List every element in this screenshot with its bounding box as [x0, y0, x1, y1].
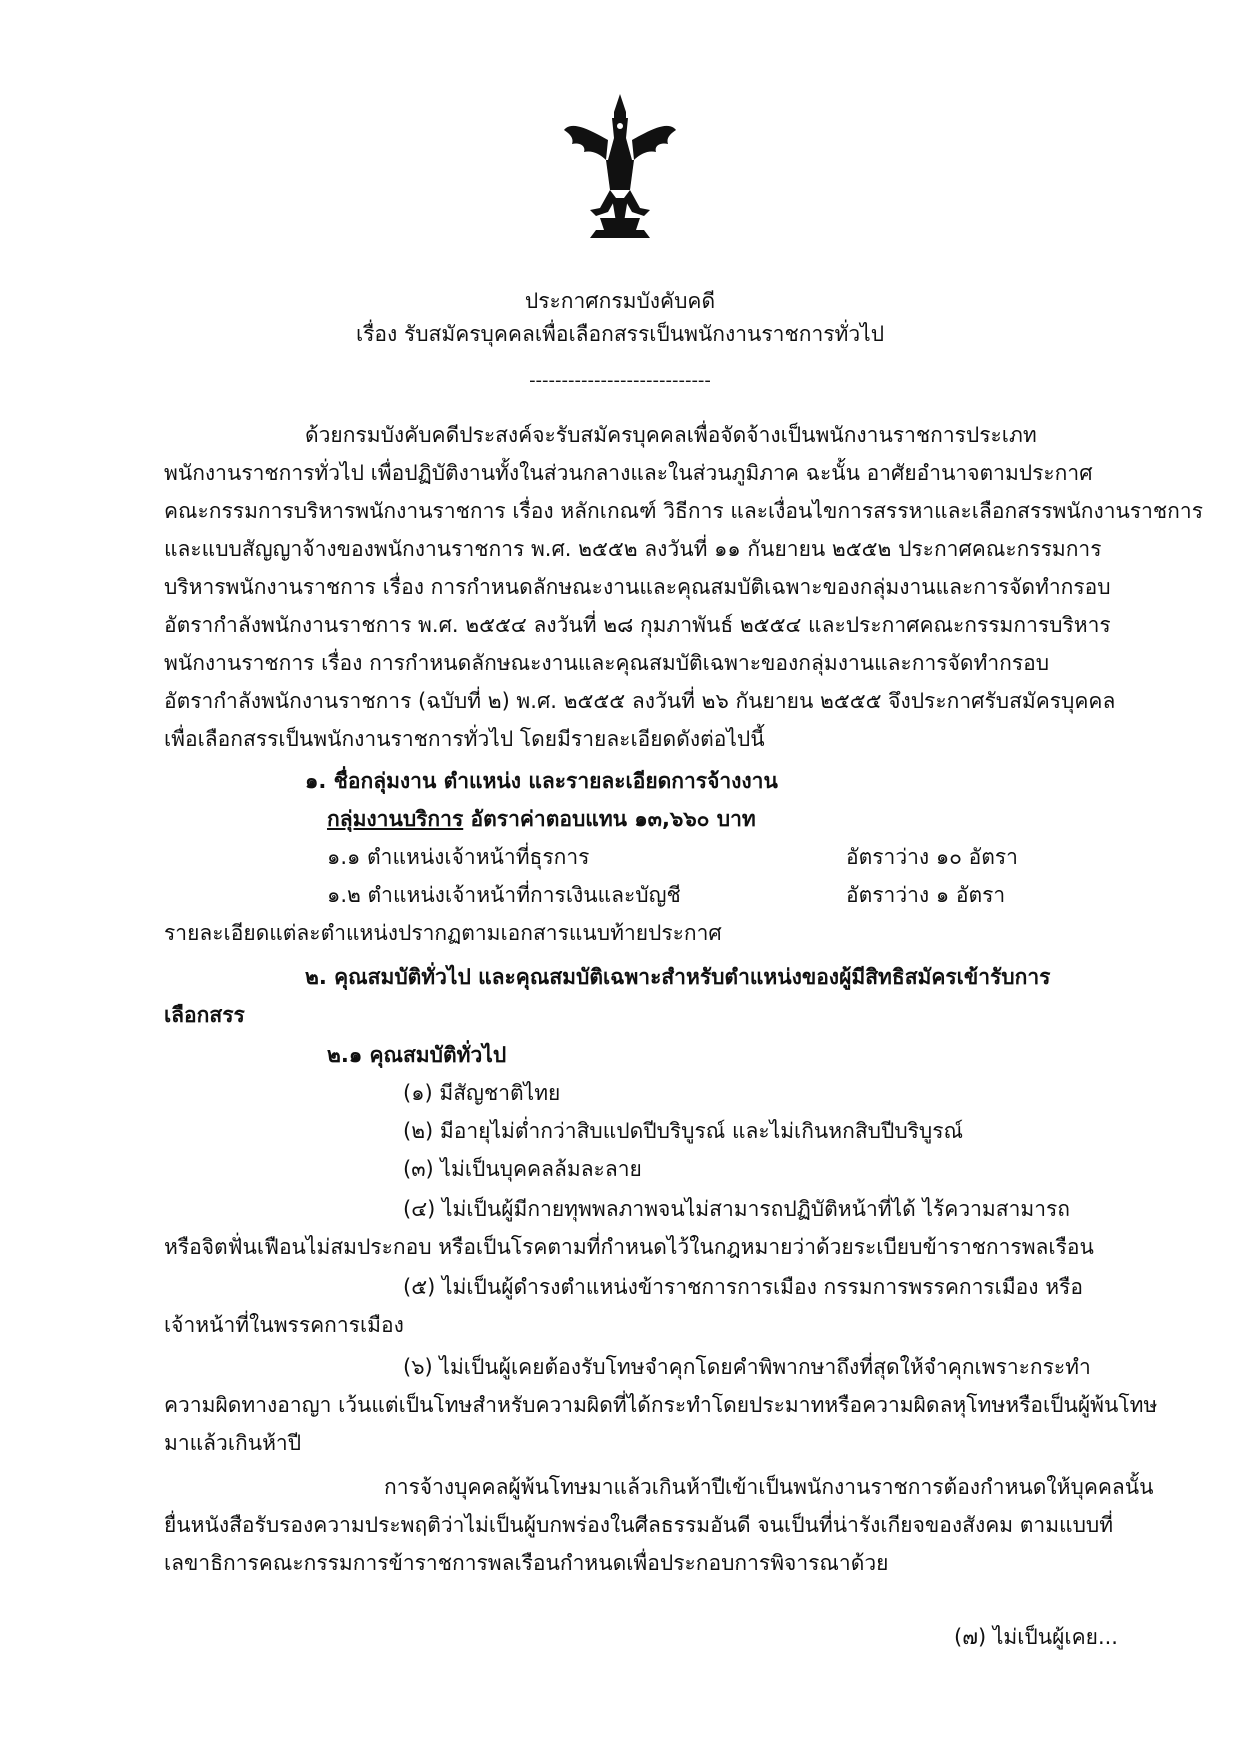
intro-line: ด้วยกรมบังคับคดีประสงค์จะรับสมัครบุคคลเพื่อจัดจ้างเป็นพนักงานราชการประเภท: [305, 423, 1037, 447]
qualification-item-cont: เจ้าหน้าที่ในพรรคการเมือง: [164, 1313, 404, 1337]
qualification-item-cont: มาแล้วเกินห้าปี: [164, 1431, 302, 1455]
qualification-item: (๖) ไม่เป็นผู้เคยต้องรับโทษจำคุกโดยคำพิพากษาถึงที่สุดให้จำคุกเพราะกระทำ: [403, 1355, 1091, 1379]
section2-subtitle: ๒.๑ คุณสมบัติทั่วไป: [327, 1043, 507, 1067]
intro-line: บริหารพนักงานราชการ เรื่อง การกำหนดลักษณะงานและคุณสมบัติเฉพาะของกลุ่มงานและการจัดทำกรอบ: [164, 575, 1111, 599]
intro-line: อัตรากำลังพนักงานราชการ (ฉบับที่ ๒) พ.ศ. ๒๕๕๕ ลงวันที่ ๒๖ กันยายน ๒๕๕๕ จึงประกาศรับสมัครบุคคล: [164, 689, 1116, 713]
qualification-item-cont: ความผิดทางอาญา เว้นแต่เป็นโทษสำหรับความผิดที่ได้กระทำโดยประมาทหรือความผิดลหุโทษหรือเป็นผู้พ้นโทษ: [164, 1393, 1158, 1417]
section2-title: ๒. คุณสมบัติทั่วไป และคุณสมบัติเฉพาะสำหรับตำแหน่งของผู้มีสิทธิสมัครเข้ารับการ: [305, 965, 1051, 989]
position-vacancy: อัตราว่าง ๑ อัตรา: [846, 883, 1006, 907]
page-continuation: (๗) ไม่เป็นผู้เคย...: [954, 1625, 1118, 1649]
garuda-emblem: [560, 90, 680, 240]
section1-title: ๑. ชื่อกลุ่มงาน ตำแหน่ง และรายละเอียดการจ้างงาน: [305, 769, 778, 793]
intro-line: อัตรากำลังพนักงานราชการ พ.ศ. ๒๕๕๔ ลงวันที่ ๒๘ กุมภาพันธ์ ๒๕๕๔ และประกาศคณะกรรมการบริหาร: [164, 613, 1111, 637]
qualification-item: (๔) ไม่เป็นผู้มีกายทุพพลภาพจนไม่สามารถปฏิบัติหน้าที่ได้ ไร้ความสามารถ: [403, 1197, 1071, 1221]
position-vacancy: อัตราว่าง ๑๐ อัตรา: [846, 845, 1018, 869]
intro-line: คณะกรรมการบริหารพนักงานราชการ เรื่อง หลักเกณฑ์ วิธีการ และเงื่อนไขการสรรหาและเลือกสรรพนักงานราชการ: [164, 499, 1203, 523]
paragraph-line: ยื่นหนังสือรับรองความประพฤติว่าไม่เป็นผู้บกพร่องในศีลธรรมอันดี จนเป็นที่น่ารังเกียจของสังคม ตามแบบที่: [164, 1513, 1114, 1537]
group-name: กลุ่มงานบริการ: [327, 807, 464, 831]
position-name: ๑.๑ ตำแหน่งเจ้าหน้าที่ธุรการ: [327, 845, 590, 869]
qualification-item: (๕) ไม่เป็นผู้ดำรงตำแหน่งข้าราชการการเมือง กรรมการพรรคการเมือง หรือ: [403, 1275, 1083, 1299]
announcement-subject: เรื่อง รับสมัครบุคคลเพื่อเลือกสรรเป็นพนักงานราชการทั่วไป: [355, 322, 885, 346]
qualification-item: (๓) ไม่เป็นบุคคลล้มละลาย: [403, 1157, 642, 1181]
position-name: ๑.๒ ตำแหน่งเจ้าหน้าที่การเงินและบัญชี: [327, 883, 681, 907]
qualification-item: (๒) มีอายุไม่ต่ำกว่าสิบแปดปีบริบูรณ์ และไม่เกินหกสิบปีบริบูรณ์: [403, 1119, 964, 1143]
intro-line: พนักงานราชการทั่วไป เพื่อปฏิบัติงานทั้งในส่วนกลางและในส่วนภูมิภาค ฉะนั้น อาศัยอำนาจตามประกาศ: [164, 461, 1093, 485]
qualification-item-cont: หรือจิตฟั่นเฟือนไม่สมประกอบ หรือเป็นโรคตามที่กำหนดไว้ในกฎหมายว่าด้วยระเบียบข้าราชการพลเรือน: [164, 1235, 1094, 1259]
section2-title-cont: เลือกสรร: [164, 1003, 245, 1027]
intro-line: พนักงานราชการ เรื่อง การกำหนดลักษณะงานและคุณสมบัติเฉพาะของกลุ่มงานและการจัดทำกรอบ: [164, 651, 1050, 675]
announcement-heading: ประกาศกรมบังคับคดี: [524, 289, 716, 313]
qualification-item: (๑) มีสัญชาติไทย: [403, 1081, 561, 1105]
divider: ----------------------------: [529, 370, 711, 391]
section1-note: รายละเอียดแต่ละตำแหน่งปรากฏตามเอกสารแนบท้ายประกาศ: [164, 921, 722, 945]
intro-line: และแบบสัญญาจ้างของพนักงานราชการ พ.ศ. ๒๕๕๒ ลงวันที่ ๑๑ กันยายน ๒๕๕๒ ประกาศคณะกรรมการ: [164, 537, 1102, 561]
intro-line: เพื่อเลือกสรรเป็นพนักงานราชการทั่วไป โดยมีรายละเอียดดังต่อไปนี้: [164, 727, 765, 751]
paragraph-line: การจ้างบุคคลผู้พ้นโทษมาแล้วเกินห้าปีเข้าเป็นพนักงานราชการต้องกำหนดให้บุคคลนั้น: [384, 1475, 1154, 1499]
section1-group: [327, 804, 756, 834]
group-rate: อัตราค่าตอบแทน ๑๓,๖๖๐ บาท: [463, 807, 756, 831]
paragraph-line: เลขาธิการคณะกรรมการข้าราชการพลเรือนกำหนดเพื่อประกอบการพิจารณาด้วย: [164, 1551, 889, 1575]
